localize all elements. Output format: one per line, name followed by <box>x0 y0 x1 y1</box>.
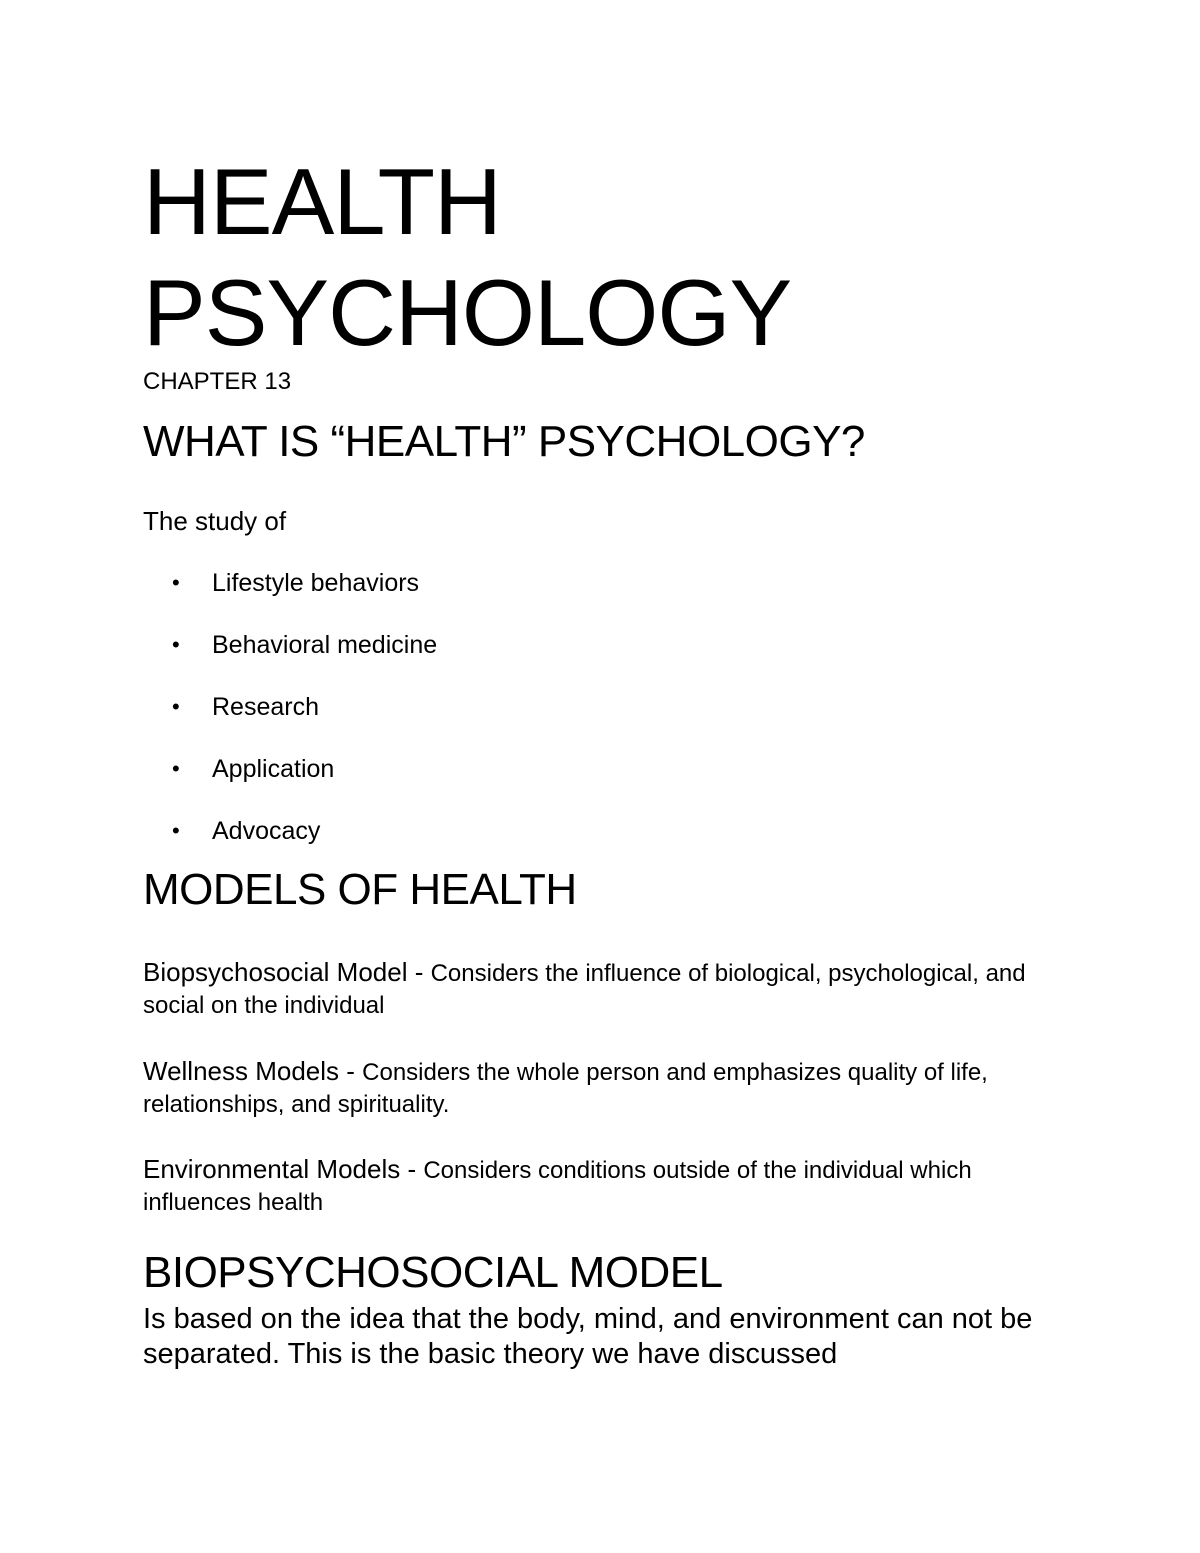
intro-text: The study of <box>143 506 287 536</box>
list-item <box>172 630 437 692</box>
model-name: Biopsychosocial Model - <box>143 957 431 987</box>
bullet-icon: • <box>172 756 180 781</box>
bullet-icon: • <box>172 632 180 657</box>
bullet-icon: • <box>172 694 180 719</box>
biopsychosocial-body-text: Is based on the idea that the body, mind, and environment can not be separated. This is the basic theory we have discussed <box>143 1303 1033 1370</box>
list-item-text: Behavioral medicine <box>212 631 438 659</box>
chapter-label: CHAPTER 13 <box>143 368 292 395</box>
list-item-text: Lifestyle behaviors <box>212 569 420 597</box>
model-paragraph-biopsychosocial <box>143 956 1073 1022</box>
list-item-text: Research <box>212 693 319 721</box>
bullet-icon: • <box>172 818 180 843</box>
list-item-text: Application <box>212 755 335 783</box>
document-title-line-2: PSYCHOLOGY <box>143 260 792 365</box>
model-description: Considers the whole person and emphasizes quality of life, relationships, and spirituality. <box>143 1059 988 1118</box>
section-heading-biopsychosocial: BIOPSYCHOSOCIAL MODEL <box>143 1248 723 1297</box>
model-paragraph-environmental <box>143 1153 1073 1219</box>
study-list <box>172 568 437 878</box>
model-paragraph-wellness <box>143 1055 1073 1121</box>
bullet-icon: • <box>172 570 180 595</box>
list-item <box>172 754 437 816</box>
model-name: Environmental Models - <box>143 1154 424 1184</box>
section-heading-what-is: WHAT IS “HEALTH” PSYCHOLOGY? <box>143 417 865 466</box>
document-title-line-1: HEALTH <box>143 149 501 254</box>
section-heading-models: MODELS OF HEALTH <box>143 865 577 914</box>
model-name: Wellness Models - <box>143 1056 363 1086</box>
model-description: Considers conditions outside of the individual which influences health <box>143 1157 972 1216</box>
list-item-text: Advocacy <box>212 817 321 845</box>
list-item <box>172 568 437 630</box>
list-item <box>172 692 437 754</box>
model-description: Considers the influence of biological, psychological, and social on the individual <box>143 960 1026 1019</box>
